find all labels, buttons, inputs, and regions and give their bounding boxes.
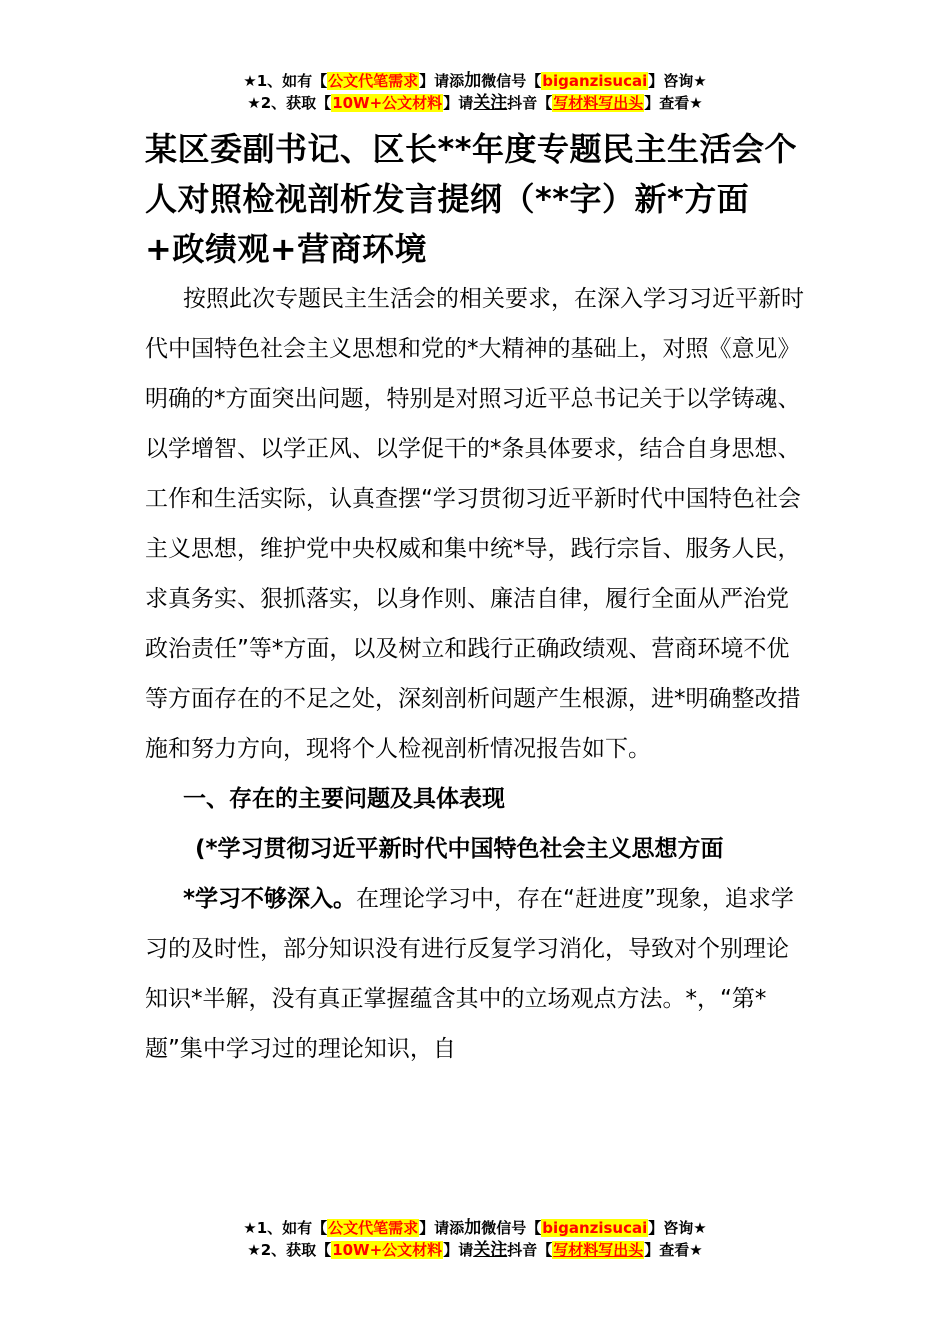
document-body — [145, 124, 805, 1074]
point-lead: *学习不够深入。 — [183, 886, 357, 912]
document-title: 某区委副书记、区长**年度专题民主生活会个人对照检视剖析发言提纲（**字）新*方面+政绩观+营商环境 — [145, 130, 797, 268]
promo-line-2: ★2、获取【10W+公文材料】请关注抖音【写材料写出头】查看★ — [247, 1240, 703, 1260]
promo-line-2: ★2、获取【10W+公文材料】请关注抖音【写材料写出头】查看★ — [247, 93, 703, 113]
promo-highlight: 10W+公文材料 — [332, 1241, 443, 1259]
promo-line-1: ★1、如有【公文代笔需求】请添加微信号【biganzisucai】咨询★ — [243, 1218, 707, 1238]
subsection-heading: (*学习贯彻习近平新时代中国特色社会主义思想方面 — [195, 836, 724, 862]
promo-highlight: 公文代笔需求 — [328, 1219, 419, 1237]
section-heading: 一、存在的主要问题及具体表现 — [183, 786, 505, 812]
footer-promo — [0, 1217, 950, 1261]
promo-line-1: ★1、如有【公文代笔需求】请添加微信号【biganzisucai】咨询★ — [243, 71, 707, 91]
wechat-id: biganzisucai — [542, 72, 648, 90]
header-promo — [0, 70, 950, 114]
douyin-id: 写材料写出头 — [553, 94, 644, 112]
douyin-id: 写材料写出头 — [553, 1241, 644, 1259]
promo-highlight: 公文代笔需求 — [328, 72, 419, 90]
point-text: 在理论学习中，存在“赶进度”现象，追求学习的及时性，部分知识没有进行反复学习消化，导致对个别理论知识*半解，没有真正掌握蕴含其中的立场观点方法。*，“第*题”集中学习过的理论知识，自 — [145, 886, 794, 1062]
promo-highlight: 10W+公文材料 — [332, 94, 443, 112]
body-paragraph — [145, 874, 805, 1074]
wechat-id: biganzisucai — [542, 1219, 648, 1237]
intro-paragraph: 按照此次专题民主生活会的相关要求，在深入学习习近平新时代中国特色社会主义思想和党的*大精神的基础上，对照《意见》明确的*方面突出问题，特别是对照习近平总书记关于以学铸魂、以学增智、以学正风、以学促干的*条具体要求，结合自身思想、工作和生活实际，认真查摆“学习贯彻习近平新时代中国特色社会主义思想，维护党中央权威和集中统*导，践行宗旨、服务人民，求真务实、狠抓落实，以身作则、廉洁自律，履行全面从严治党政治责任”等*方面，以及树立和践行正确政绩观、营商环境不优等方面存在的不足之处，深刻剖析问题产生根源，进*明确整改措施和努力方向，现将个人检视剖析情况报告如下。 — [145, 286, 804, 762]
